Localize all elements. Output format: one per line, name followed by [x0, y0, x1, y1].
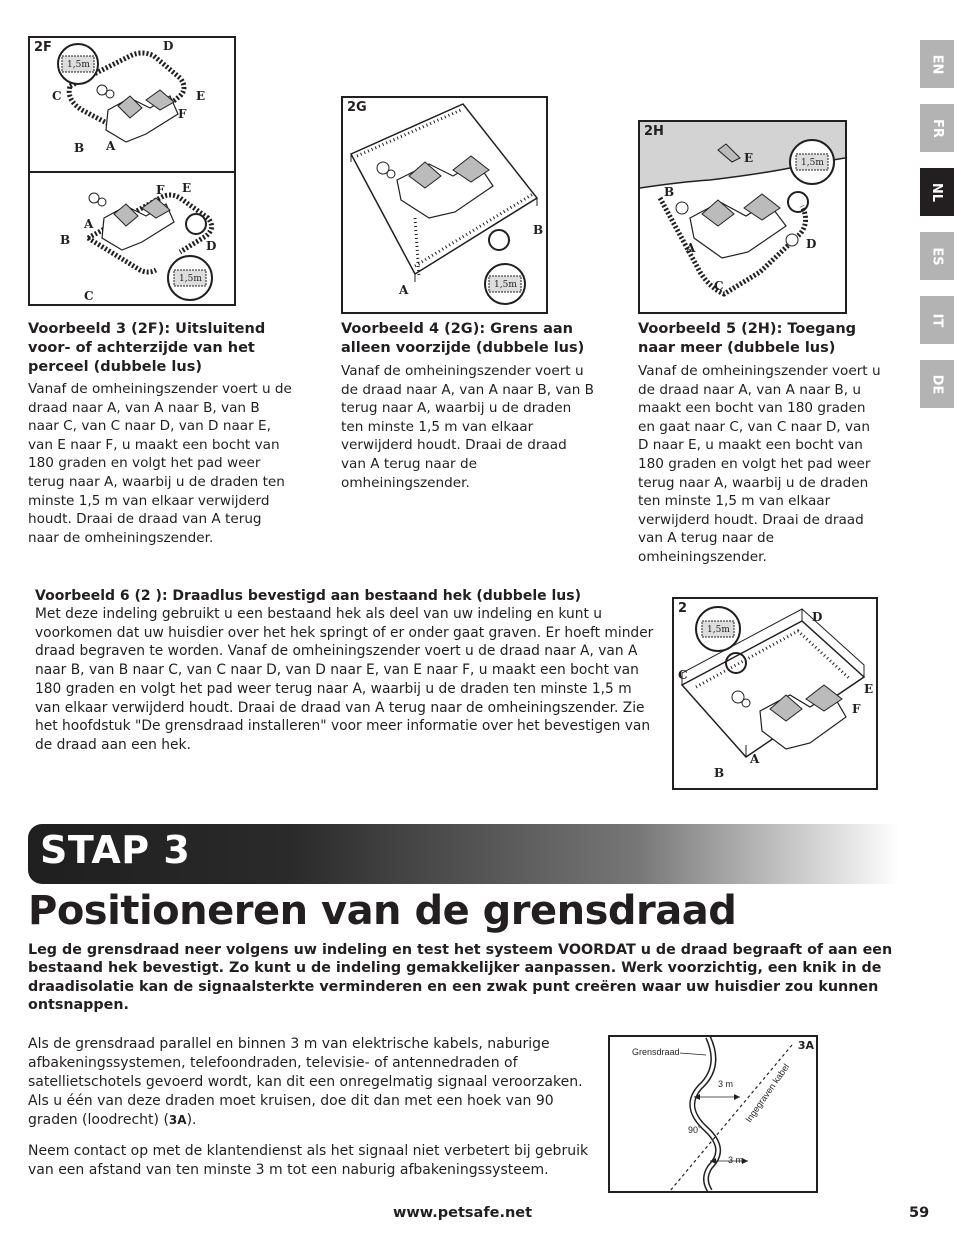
example-4-title: Voorbeeld 4 (2G): Grens aan alleen voorzijde (dubbele lus)	[341, 321, 585, 356]
tab-it-label: IT	[929, 313, 945, 327]
f2f-top-b: B	[74, 141, 85, 155]
f2i-a: A	[750, 752, 760, 766]
f2f-bottom-a: A	[84, 217, 94, 231]
f2g-a: A	[399, 283, 409, 297]
page-number: 59	[909, 1205, 930, 1221]
figure-2g-illustration	[343, 98, 546, 312]
f2f-top-e: E	[196, 89, 206, 103]
para1-pre: Als de grensdraad parallel en binnen 3 m van elektrische kabels, naburige afbakeningssystemen, telefoondraden, televisie- of antennedraden of satellietschotels gevoerd wordt, kan dit een onregelmatig signaal veroorzaken. Als u één van deze draden moet kruisen, doe dit dan met een hoek van 90 graden (loodrecht) (	[28, 1036, 583, 1128]
f3a-cable-label: Ingegraven kabel	[743, 1061, 792, 1125]
f2i-dist: 1,5m	[707, 625, 730, 635]
figure-2i-illustration	[674, 599, 876, 788]
example-6-title: Voorbeeld 6 (2 ): Draadlus bevestigd aan bestaand hek (dubbele lus)	[35, 588, 581, 604]
tab-de-label: DE	[929, 374, 945, 394]
f2h-e: E	[744, 151, 754, 165]
tab-es-label: ES	[929, 246, 945, 266]
example-3-title: Voorbeeld 3 (2F): Uitsluitend voor- of achterzijde van het perceel (dubbele lus)	[28, 321, 266, 375]
figure-2g-tag: 2G	[347, 100, 367, 115]
f2f-bottom-d: D	[206, 239, 217, 253]
example-5-title: Voorbeeld 5 (2H): Toegang naar meer (dubbele lus)	[638, 321, 857, 356]
example-3-body: Vanaf de omheiningszender voert u de draad naar A, van A naar B, van B naar C, van C naar D, van D naar E, van E naar F, u maakt een bocht van 180 graden en volgt het pad weer terug naar A, waarbij u de draden ten minste 1,5 m van elkaar verwijderd houdt. Draai de draad van A terug naar de omheiningszender.	[28, 381, 292, 546]
f2i-b: B	[714, 766, 725, 780]
figure-2g	[341, 96, 548, 314]
f2h-a: A	[686, 241, 696, 255]
page-title: Positioneren van de grensdraad	[28, 888, 737, 934]
f2f-top-d: D	[163, 39, 174, 53]
example-4-body: Vanaf de omheiningszender voert u de draad naar A, van A naar B, van B terug naar A, waarbij u de draden ten minste 1,5 m van elkaar verwijderd houdt. Draai de draad van A terug naar de omheiningszender.	[341, 363, 594, 491]
footer-url[interactable]: www.petsafe.net	[393, 1205, 533, 1221]
f2h-dist: 1,5m	[801, 158, 824, 168]
figure-2i	[672, 597, 878, 790]
f2f-bottom-dist: 1,5m	[179, 274, 202, 284]
f2h-d: D	[806, 237, 817, 251]
step-banner-label: STAP 3	[40, 828, 191, 872]
f3a-dist-2: 3 m	[728, 1155, 744, 1165]
f2g-b: B	[533, 223, 544, 237]
tab-fr[interactable]	[920, 104, 954, 152]
figure-2f	[28, 36, 236, 306]
figure-2h-tag: 2H	[644, 124, 664, 139]
para1-post: ).	[186, 1112, 197, 1128]
f2f-bottom-c: C	[84, 289, 94, 303]
figure-3a-tag: 3A	[797, 1039, 814, 1052]
tab-fr-label: FR	[929, 118, 945, 138]
step-paragraph-1	[28, 1035, 604, 1130]
f2f-top-a: A	[106, 139, 116, 153]
f3a-angle: 90˚	[688, 1125, 702, 1135]
example-5-body: Vanaf de omheiningszender voert u de draad naar A, van A naar B, u maakt een bocht van 180 graden en gaat naar C, van C naar D, van D naar E, u maakt een bocht van 180 graden en volgt het pad weer terug naar A, waarbij u de draden ten minste 1,5 m van elkaar verwijderd houdt. Draai de draad van A terug naar de omheiningszender.	[638, 363, 881, 565]
tab-en[interactable]	[920, 40, 954, 88]
figure-2i-tag: 2	[678, 601, 688, 616]
f2f-bottom-b: B	[60, 233, 71, 247]
f2h-c: C	[714, 279, 724, 293]
tab-de[interactable]	[920, 360, 954, 408]
f2f-bottom-e: E	[182, 181, 192, 195]
f2i-c: C	[678, 668, 688, 682]
f2i-f: F	[852, 702, 861, 716]
f2f-bottom-f: F	[156, 183, 165, 197]
f2g-dist: 1,5m	[494, 280, 517, 290]
f3a-dist-1: 3 m	[718, 1079, 734, 1089]
figure-2h-illustration	[640, 122, 845, 312]
step-paragraph-2: Neem contact op met de klantendienst als het signaal niet verbetert bij gebruik van een afstand van ten minste 3 m tot een naburig afbakeningssysteem.	[28, 1143, 589, 1178]
tab-it[interactable]	[920, 296, 954, 344]
figure-2f-tag: 2F	[34, 40, 52, 55]
f2h-b: B	[664, 185, 675, 199]
example-6-body: Met deze indeling gebruikt u een bestaand hek als deel van uw indeling en kunt u voorkomen dat uw huisdier over het hek springt of er onder gaat graven. Er hoeft minder draad begraven te worden. Vanaf de omheiningszender voert u de draad naar A, van A naar B, van B naar C, van C naar D, van D naar E, van E naar F, u maakt een bocht van 180 graden en volgt het pad weer terug naar A, waarbij u de draden ten minste 1,5 m van elkaar verwijderd houdt. Draai de draad van A terug naar de omheiningszender. Zie het hoofdstuk "De grensdraad installeren" voor meer informatie over het bevestigen van de draad aan een hek.	[35, 606, 654, 753]
f2f-top-dist: 1,5m	[67, 60, 90, 70]
f3a-wire-label: Grensdraad	[632, 1047, 680, 1057]
figure-3a	[608, 1035, 818, 1193]
figure-2f-illustration	[30, 38, 234, 304]
figure-2h	[638, 120, 847, 314]
figure-3a-illustration	[610, 1037, 816, 1191]
step-banner	[28, 824, 900, 884]
tab-nl[interactable]	[920, 168, 954, 216]
tab-nl-label: NL	[929, 182, 945, 202]
f2f-top-c: C	[52, 89, 62, 103]
f2i-e: E	[864, 682, 874, 696]
step-intro: Leg de grensdraad neer volgens uw indeling en test het systeem VOORDAT u de draad begraaft of aan een bestaand hek bevestigt. Zo kunt u de indeling gemakkelijker aanpassen. Werk voorzichtig, een knik in de draadisolatie kan de signaalsterkte verminderen en een zwak punt creëren waar uw huisdier zou kunnen ontsnappen.	[28, 942, 893, 1014]
f2f-top-f: F	[178, 107, 187, 121]
para1-ref: 3A	[168, 1113, 187, 1127]
tab-en-label: EN	[929, 54, 945, 74]
f2i-d: D	[812, 610, 823, 624]
tab-es[interactable]	[920, 232, 954, 280]
